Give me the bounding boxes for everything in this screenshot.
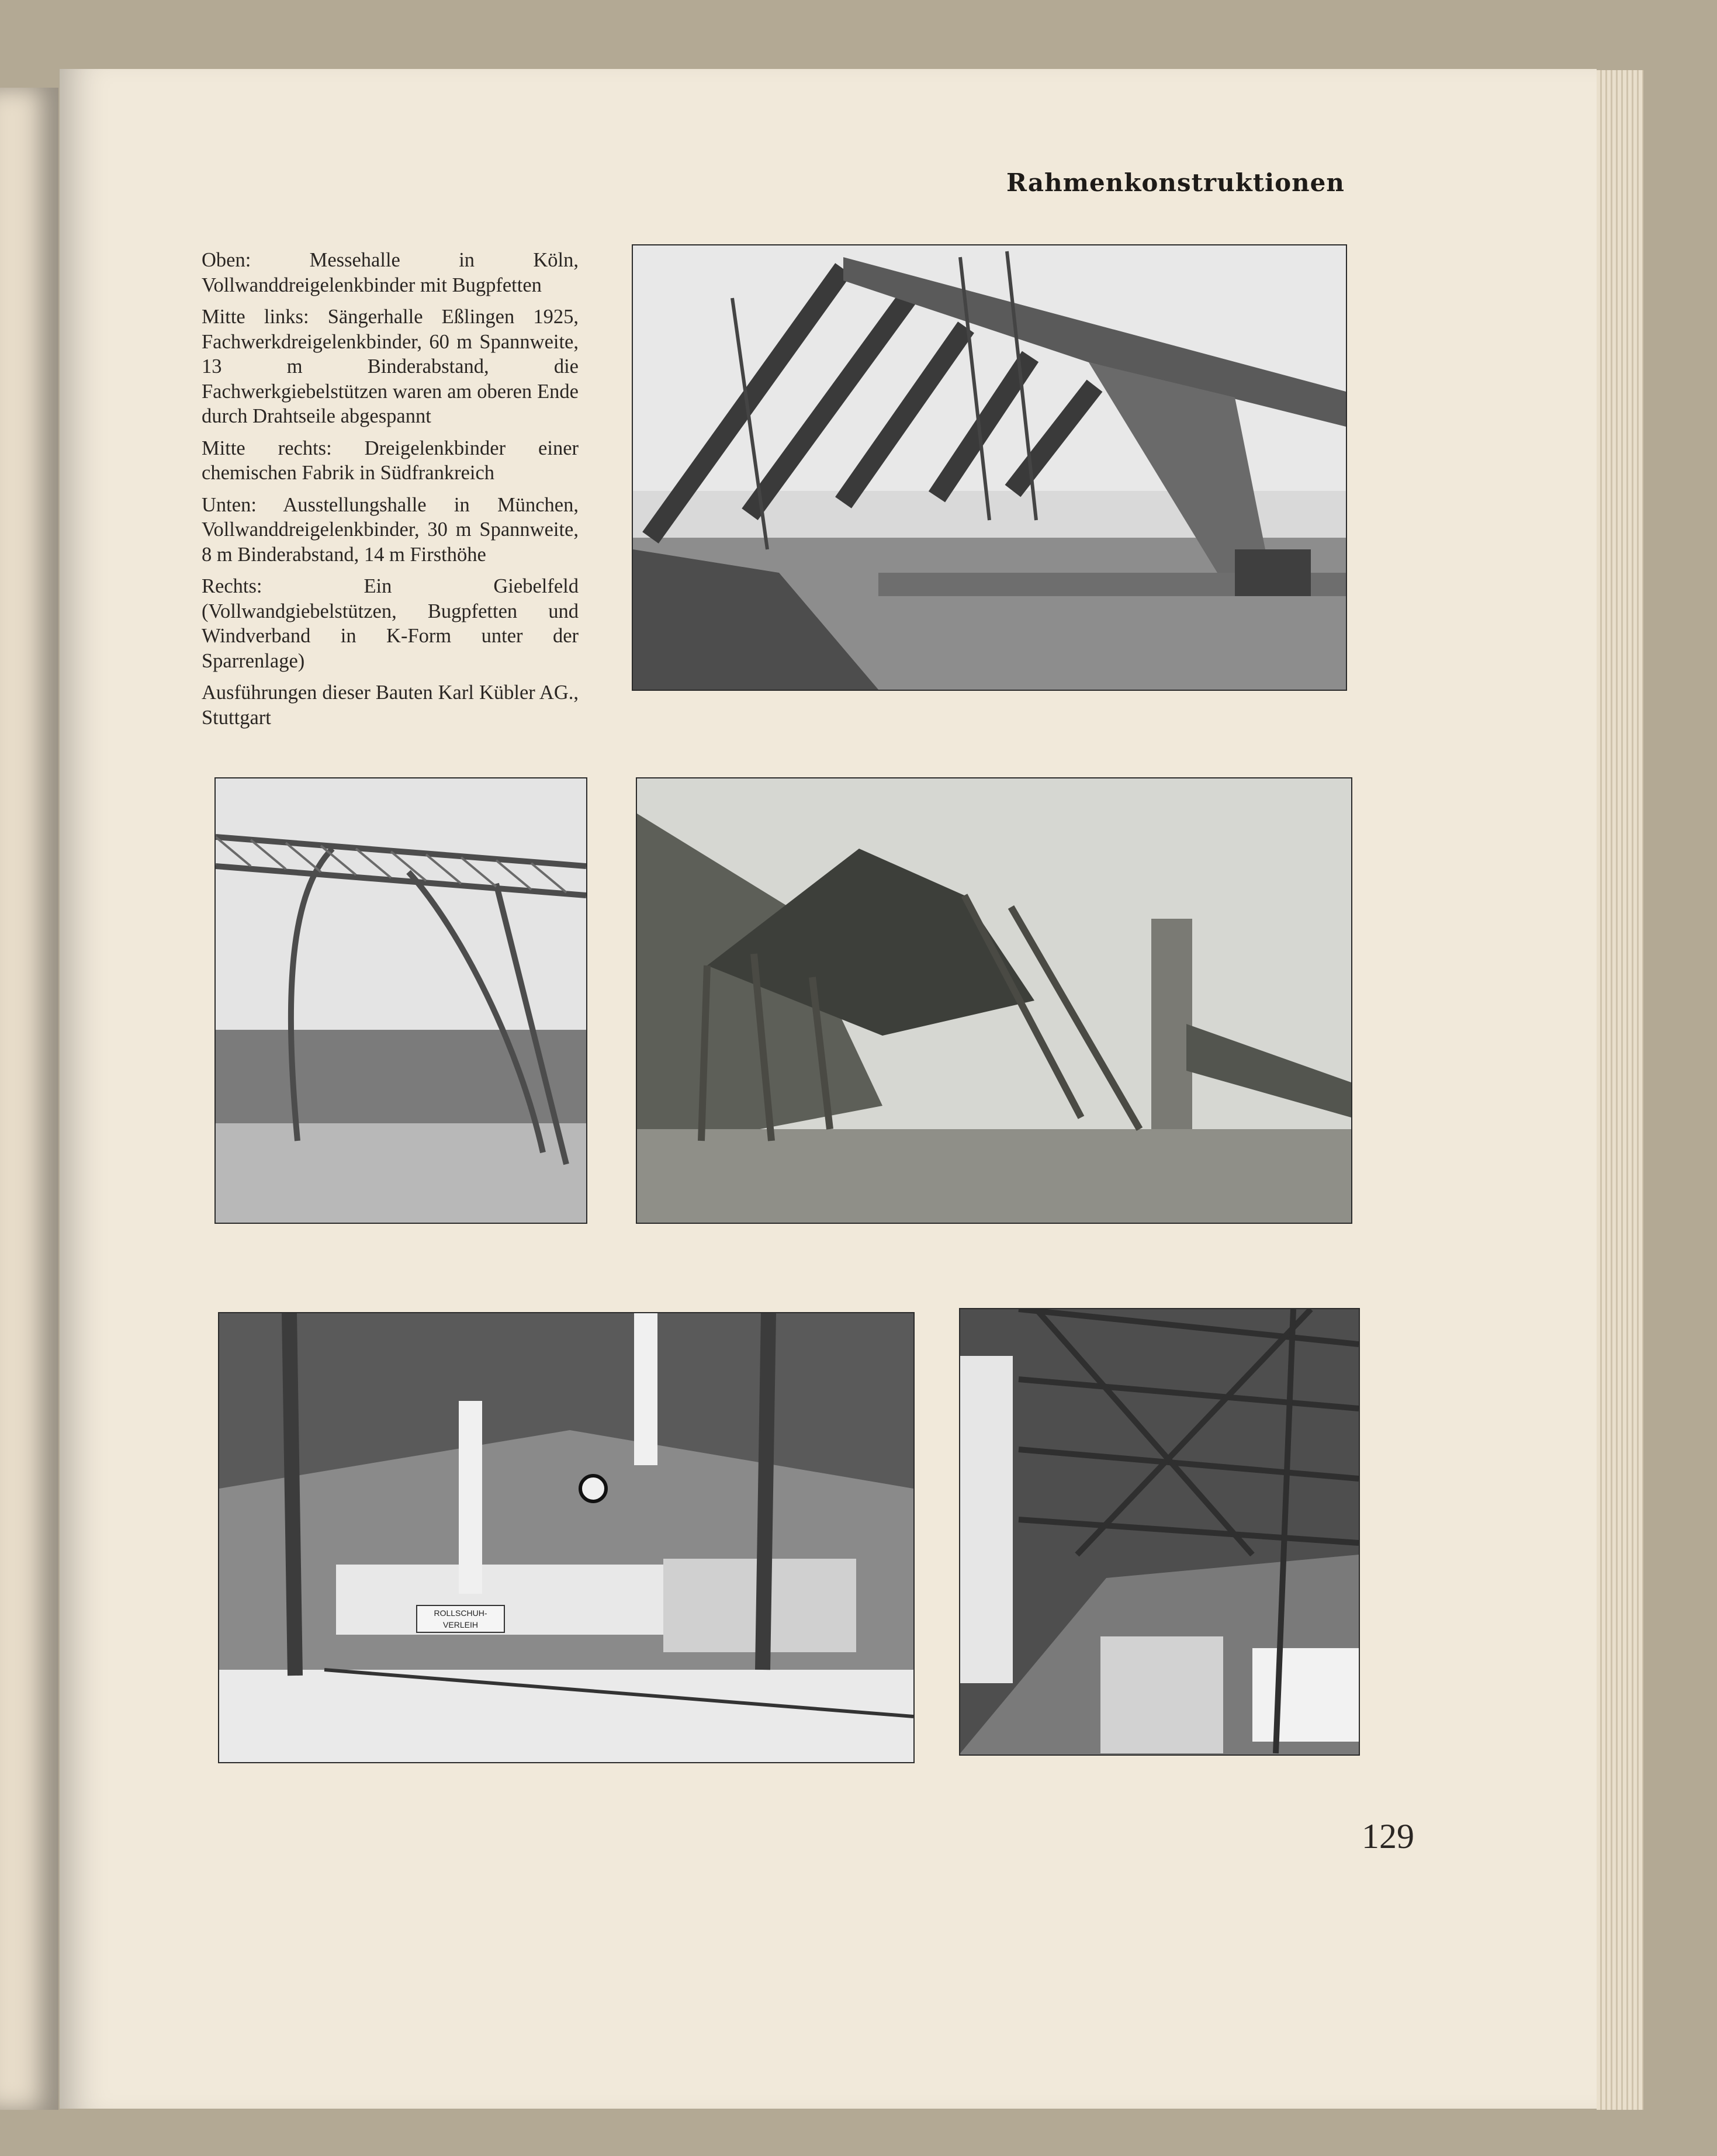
- photo-chemische-fabrik: [636, 777, 1352, 1224]
- caption-block: [202, 248, 579, 737]
- sign-rollschuh: ROLLSCHUH-: [434, 1608, 487, 1618]
- photo-ausstellungshalle-muenchen: [218, 1312, 915, 1763]
- caption-middle-right: Mitte rechts: Dreigelenkbinder einer chemischen Fabrik in Südfrankreich: [202, 437, 579, 484]
- photo-messehalle-koeln: [632, 244, 1347, 691]
- page-number: 129: [1362, 1817, 1414, 1856]
- caption-middle-left: Mitte links: Sängerhalle Eßlingen 1925, Fachwerkdreigelenkbinder, 60 m Spannweite, 13 m Binderabstand, die Fachwerkgiebelstützen waren am oberen Ende durch Drahtseile abgespannt: [202, 306, 579, 427]
- photo-saengerhalle-esslingen: [214, 777, 587, 1224]
- page-stack-edges: [1597, 70, 1643, 2110]
- left-page-edge: [0, 88, 58, 2110]
- caption-bottom: Unten: Ausstellungshalle in München, Vollwanddreigelenkbinder, 30 m Spannweite, 8 m Binderabstand, 14 m Firsthöhe: [202, 493, 579, 566]
- photo-giebelfeld: [959, 1308, 1360, 1756]
- caption-top: Oben: Messehalle in Köln, Vollwanddreigelenkbinder mit Bugpfetten: [202, 249, 579, 296]
- caption-credits: Ausführungen dieser Bauten Karl Kübler AG., Stuttgart: [202, 681, 579, 729]
- caption-right: Rechts: Ein Giebelfeld (Vollwandgiebelstützen, Bugpfetten und Windverband in K-Form unter der Sparrenlage): [202, 575, 579, 672]
- page-heading: Rahmenkonstruktionen: [1006, 168, 1345, 197]
- sign-verleih: VERLEIH: [443, 1620, 478, 1629]
